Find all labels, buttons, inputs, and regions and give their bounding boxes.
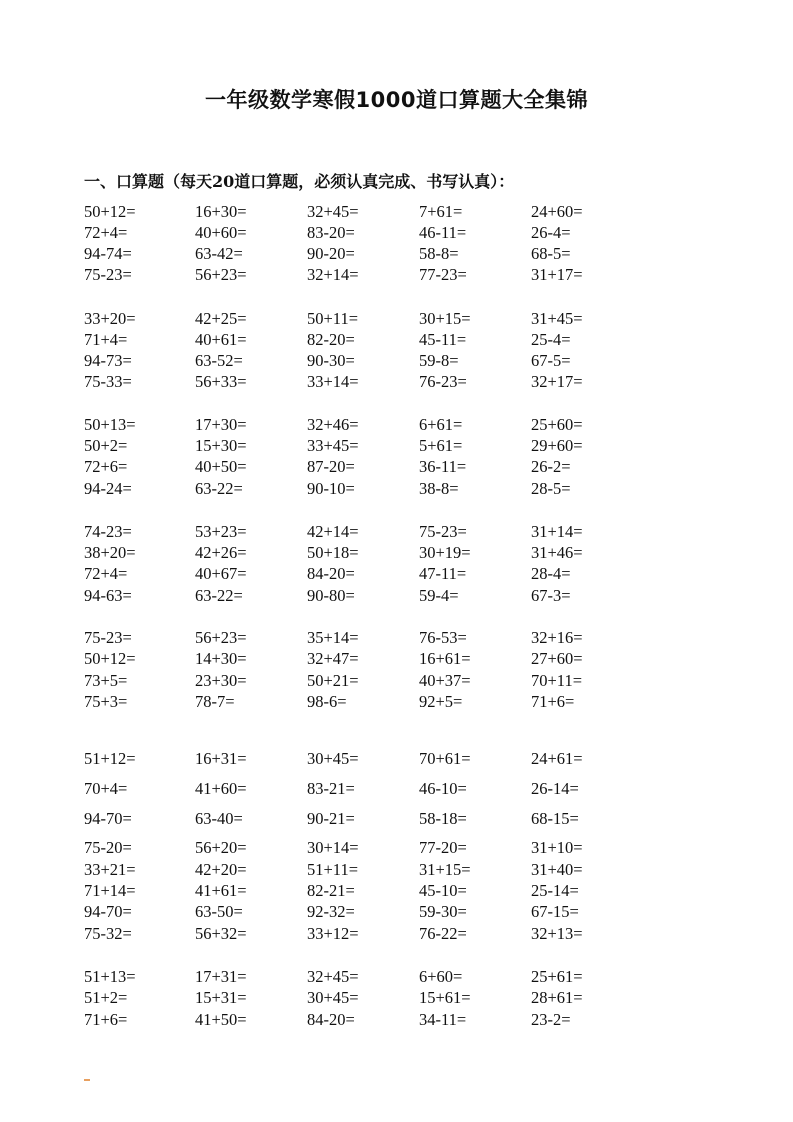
exercise-row: [0, 585, 793, 606]
exercise-problem: 28-5=: [531, 479, 571, 498]
exercise-problem: 16+31=: [195, 749, 247, 768]
exercise-problem: 63-22=: [195, 586, 243, 605]
exercise-problem: 17+30=: [195, 415, 247, 434]
exercise-problem: 38+20=: [84, 543, 136, 562]
exercise-row: [0, 521, 793, 542]
exercise-problem: 56+32=: [195, 924, 247, 943]
exercise-problem: 56+33=: [195, 372, 247, 391]
exercise-problem: 63-42=: [195, 244, 243, 263]
exercise-problem: 98-6=: [307, 692, 347, 711]
exercise-problem: 27+60=: [531, 649, 583, 668]
exercise-problem: 50+11=: [307, 309, 358, 328]
exercise-problem: 75-23=: [84, 265, 132, 284]
exercise-problem: 51+13=: [84, 967, 136, 986]
exercise-problem: 50+13=: [84, 415, 136, 434]
exercise-row: [0, 1009, 793, 1030]
exercise-problem: 68-5=: [531, 244, 571, 263]
exercise-problem: 94-70=: [84, 902, 132, 921]
exercise-problem: 77-20=: [419, 838, 467, 857]
exercise-problem: 90-30=: [307, 351, 355, 370]
exercise-problem: 82-20=: [307, 330, 355, 349]
exercise-problem: 41+60=: [195, 779, 247, 798]
exercise-problem: 75-23=: [84, 628, 132, 647]
exercise-problem: 50+21=: [307, 671, 359, 690]
exercise-row: [0, 923, 793, 944]
exercise-problem: 63-22=: [195, 479, 243, 498]
exercise-problem: 31+17=: [531, 265, 583, 284]
exercise-problem: 74-23=: [84, 522, 132, 541]
exercise-row: [0, 627, 793, 648]
exercise-problem: 83-20=: [307, 223, 355, 242]
exercise-row: [0, 837, 793, 858]
exercise-problem: 42+25=: [195, 309, 247, 328]
exercise-problem: 40+50=: [195, 457, 247, 476]
exercise-problem: 32+14=: [307, 265, 359, 284]
exercise-problem: 31+14=: [531, 522, 583, 541]
exercise-row: [0, 350, 793, 371]
exercise-problem: 40+61=: [195, 330, 247, 349]
exercise-row: [0, 414, 793, 435]
exercise-problem: 30+45=: [307, 988, 359, 1007]
exercise-problem: 16+30=: [195, 202, 247, 221]
exercise-problem: 26-14=: [531, 779, 579, 798]
exercise-problem: 31+40=: [531, 860, 583, 879]
exercise-problem: 33+20=: [84, 309, 136, 328]
exercise-problem: 73+5=: [84, 671, 128, 690]
exercise-problem: 36-11=: [419, 457, 467, 476]
exercise-row: [0, 371, 793, 392]
exercise-problem: 16+61=: [419, 649, 471, 668]
exercise-problem: 67-15=: [531, 902, 579, 921]
exercise-problem: 63-52=: [195, 351, 243, 370]
exercise-problem: 63-50=: [195, 902, 243, 921]
exercise-problem: 50+12=: [84, 202, 136, 221]
exercise-problem: 94-63=: [84, 586, 132, 605]
exercise-problem: 75+3=: [84, 692, 128, 711]
exercise-problem: 31+46=: [531, 543, 583, 562]
exercise-problem: 15+31=: [195, 988, 247, 1007]
exercise-problem: 17+31=: [195, 967, 247, 986]
exercise-problem: 32+16=: [531, 628, 583, 647]
exercise-problem: 25+61=: [531, 967, 583, 986]
exercise-problem: 26-4=: [531, 223, 571, 242]
exercise-row: [0, 478, 793, 499]
exercise-problem: 53+23=: [195, 522, 247, 541]
exercise-problem: 82-21=: [307, 881, 355, 900]
exercise-problem: 33+21=: [84, 860, 136, 879]
exercise-problem: 87-20=: [307, 457, 355, 476]
exercise-problem: 75-20=: [84, 838, 132, 857]
exercise-problem: 94-73=: [84, 351, 132, 370]
exercise-problem: 90-10=: [307, 479, 355, 498]
exercise-problem: 24+61=: [531, 749, 583, 768]
exercise-row: [0, 670, 793, 691]
exercise-problem: 72+4=: [84, 223, 128, 242]
exercise-problem: 33+12=: [307, 924, 359, 943]
exercise-problem: 41+61=: [195, 881, 247, 900]
exercise-problem: 25-14=: [531, 881, 579, 900]
exercise-problem: 34-11=: [419, 1010, 467, 1029]
exercise-problem: 30+14=: [307, 838, 359, 857]
exercise-problem: 42+20=: [195, 860, 247, 879]
exercise-problem: 42+26=: [195, 543, 247, 562]
exercise-problem: 40+37=: [419, 671, 471, 690]
exercise-row: [0, 435, 793, 456]
exercise-problem: 92-32=: [307, 902, 355, 921]
exercise-problem: 90-80=: [307, 586, 355, 605]
exercise-row: [0, 808, 793, 829]
exercise-problem: 51+2=: [84, 988, 128, 1007]
exercise-problem: 50+12=: [84, 649, 136, 668]
exercise-problem: 23+30=: [195, 671, 247, 690]
exercise-problem: 42+14=: [307, 522, 359, 541]
exercise-problem: 78-7=: [195, 692, 235, 711]
exercise-problem: 84-20=: [307, 1010, 355, 1029]
exercise-row: [0, 264, 793, 285]
exercise-row: [0, 329, 793, 350]
exercise-problem: 94-70=: [84, 809, 132, 828]
exercise-problem: 72+4=: [84, 564, 128, 583]
exercise-problem: 40+67=: [195, 564, 247, 583]
exercise-problem: 56+23=: [195, 628, 247, 647]
exercise-problem: 46-11=: [419, 223, 467, 242]
exercise-problem: 32+45=: [307, 202, 359, 221]
exercise-problem: 68-15=: [531, 809, 579, 828]
exercise-row: [0, 456, 793, 477]
exercise-problem: 83-21=: [307, 779, 355, 798]
exercise-row: [0, 243, 793, 264]
exercise-problem: 92+5=: [419, 692, 463, 711]
exercise-problem: 58-8=: [419, 244, 459, 263]
exercise-problem: 71+14=: [84, 881, 136, 900]
exercise-problem: 59-4=: [419, 586, 459, 605]
exercise-problem: 41+50=: [195, 1010, 247, 1029]
exercise-row: [0, 880, 793, 901]
exercise-problem: 84-20=: [307, 564, 355, 583]
exercise-row: [0, 859, 793, 880]
exercise-problem: 23-2=: [531, 1010, 571, 1029]
exercise-problem: 6+60=: [419, 967, 463, 986]
section-heading: 一、口算题（每天20道口算题，必须认真完成、书写认真）：: [84, 172, 515, 191]
exercise-problem: 38-8=: [419, 479, 459, 498]
exercise-problem: 51+12=: [84, 749, 136, 768]
exercise-problem: 32+17=: [531, 372, 583, 391]
exercise-problem: 31+10=: [531, 838, 583, 857]
exercise-problem: 45-10=: [419, 881, 467, 900]
exercise-problem: 24+60=: [531, 202, 583, 221]
exercise-problem: 5+61=: [419, 436, 463, 455]
exercise-problem: 33+45=: [307, 436, 359, 455]
exercise-problem: 25+60=: [531, 415, 583, 434]
exercise-problem: 77-23=: [419, 265, 467, 284]
exercise-problem: 33+14=: [307, 372, 359, 391]
exercise-problem: 32+13=: [531, 924, 583, 943]
exercise-problem: 6+61=: [419, 415, 463, 434]
exercise-problem: 46-10=: [419, 779, 467, 798]
exercise-problem: 32+45=: [307, 967, 359, 986]
exercise-problem: 47-11=: [419, 564, 467, 583]
exercise-problem: 28+61=: [531, 988, 583, 1007]
exercise-problem: 70+4=: [84, 779, 128, 798]
exercise-problem: 90-21=: [307, 809, 355, 828]
exercise-problem: 70+11=: [531, 671, 582, 690]
exercise-problem: 56+23=: [195, 265, 247, 284]
exercise-problem: 30+45=: [307, 749, 359, 768]
exercise-problem: 26-2=: [531, 457, 571, 476]
exercise-problem: 56+20=: [195, 838, 247, 857]
exercise-problem: 63-40=: [195, 809, 243, 828]
exercise-problem: 30+19=: [419, 543, 471, 562]
exercise-problem: 75-23=: [419, 522, 467, 541]
exercise-problem: 59-30=: [419, 902, 467, 921]
exercise-problem: 76-22=: [419, 924, 467, 943]
exercise-problem: 15+30=: [195, 436, 247, 455]
exercise-problem: 50+18=: [307, 543, 359, 562]
exercise-problem: 94-74=: [84, 244, 132, 263]
exercise-problem: 32+47=: [307, 649, 359, 668]
exercise-problem: 67-5=: [531, 351, 571, 370]
exercise-problem: 28-4=: [531, 564, 571, 583]
exercise-problem: 71+4=: [84, 330, 128, 349]
exercise-problem: 25-4=: [531, 330, 571, 349]
exercise-problem: 71+6=: [531, 692, 575, 711]
exercise-row: [0, 201, 793, 222]
exercise-problem: 94-24=: [84, 479, 132, 498]
exercise-problem: 67-3=: [531, 586, 571, 605]
exercise-problem: 29+60=: [531, 436, 583, 455]
exercise-problem: 76-53=: [419, 628, 467, 647]
exercise-problem: 35+14=: [307, 628, 359, 647]
exercise-row: [0, 222, 793, 243]
exercise-problem: 76-23=: [419, 372, 467, 391]
exercise-problem: 45-11=: [419, 330, 467, 349]
exercise-problem: 71+6=: [84, 1010, 128, 1029]
exercise-problem: 75-32=: [84, 924, 132, 943]
exercise-problem: 31+15=: [419, 860, 471, 879]
exercise-row: [0, 648, 793, 669]
exercise-row: [0, 542, 793, 563]
exercise-row: [0, 691, 793, 712]
exercise-row: [0, 308, 793, 329]
document-title: 一年级数学寒假1000道口算题大全集锦: [205, 88, 588, 112]
exercise-problem: 14+30=: [195, 649, 247, 668]
exercise-row: [0, 778, 793, 799]
exercise-problem: 7+61=: [419, 202, 463, 221]
exercise-problem: 15+61=: [419, 988, 471, 1007]
exercise-problem: 51+11=: [307, 860, 358, 879]
exercise-row: [0, 563, 793, 584]
exercise-problem: 59-8=: [419, 351, 459, 370]
exercise-row: [0, 748, 793, 769]
exercise-problem: 90-20=: [307, 244, 355, 263]
exercise-problem: 40+60=: [195, 223, 247, 242]
exercise-problem: 58-18=: [419, 809, 467, 828]
exercise-row: [0, 901, 793, 922]
exercise-problem: 70+61=: [419, 749, 471, 768]
exercise-problem: 32+46=: [307, 415, 359, 434]
exercise-problem: 30+15=: [419, 309, 471, 328]
exercise-problem: 31+45=: [531, 309, 583, 328]
exercise-problem: 50+2=: [84, 436, 128, 455]
exercise-row: [0, 966, 793, 987]
exercise-row: [0, 987, 793, 1008]
page-mark: [84, 1079, 90, 1081]
exercise-problem: 75-33=: [84, 372, 132, 391]
exercise-problem: 72+6=: [84, 457, 128, 476]
